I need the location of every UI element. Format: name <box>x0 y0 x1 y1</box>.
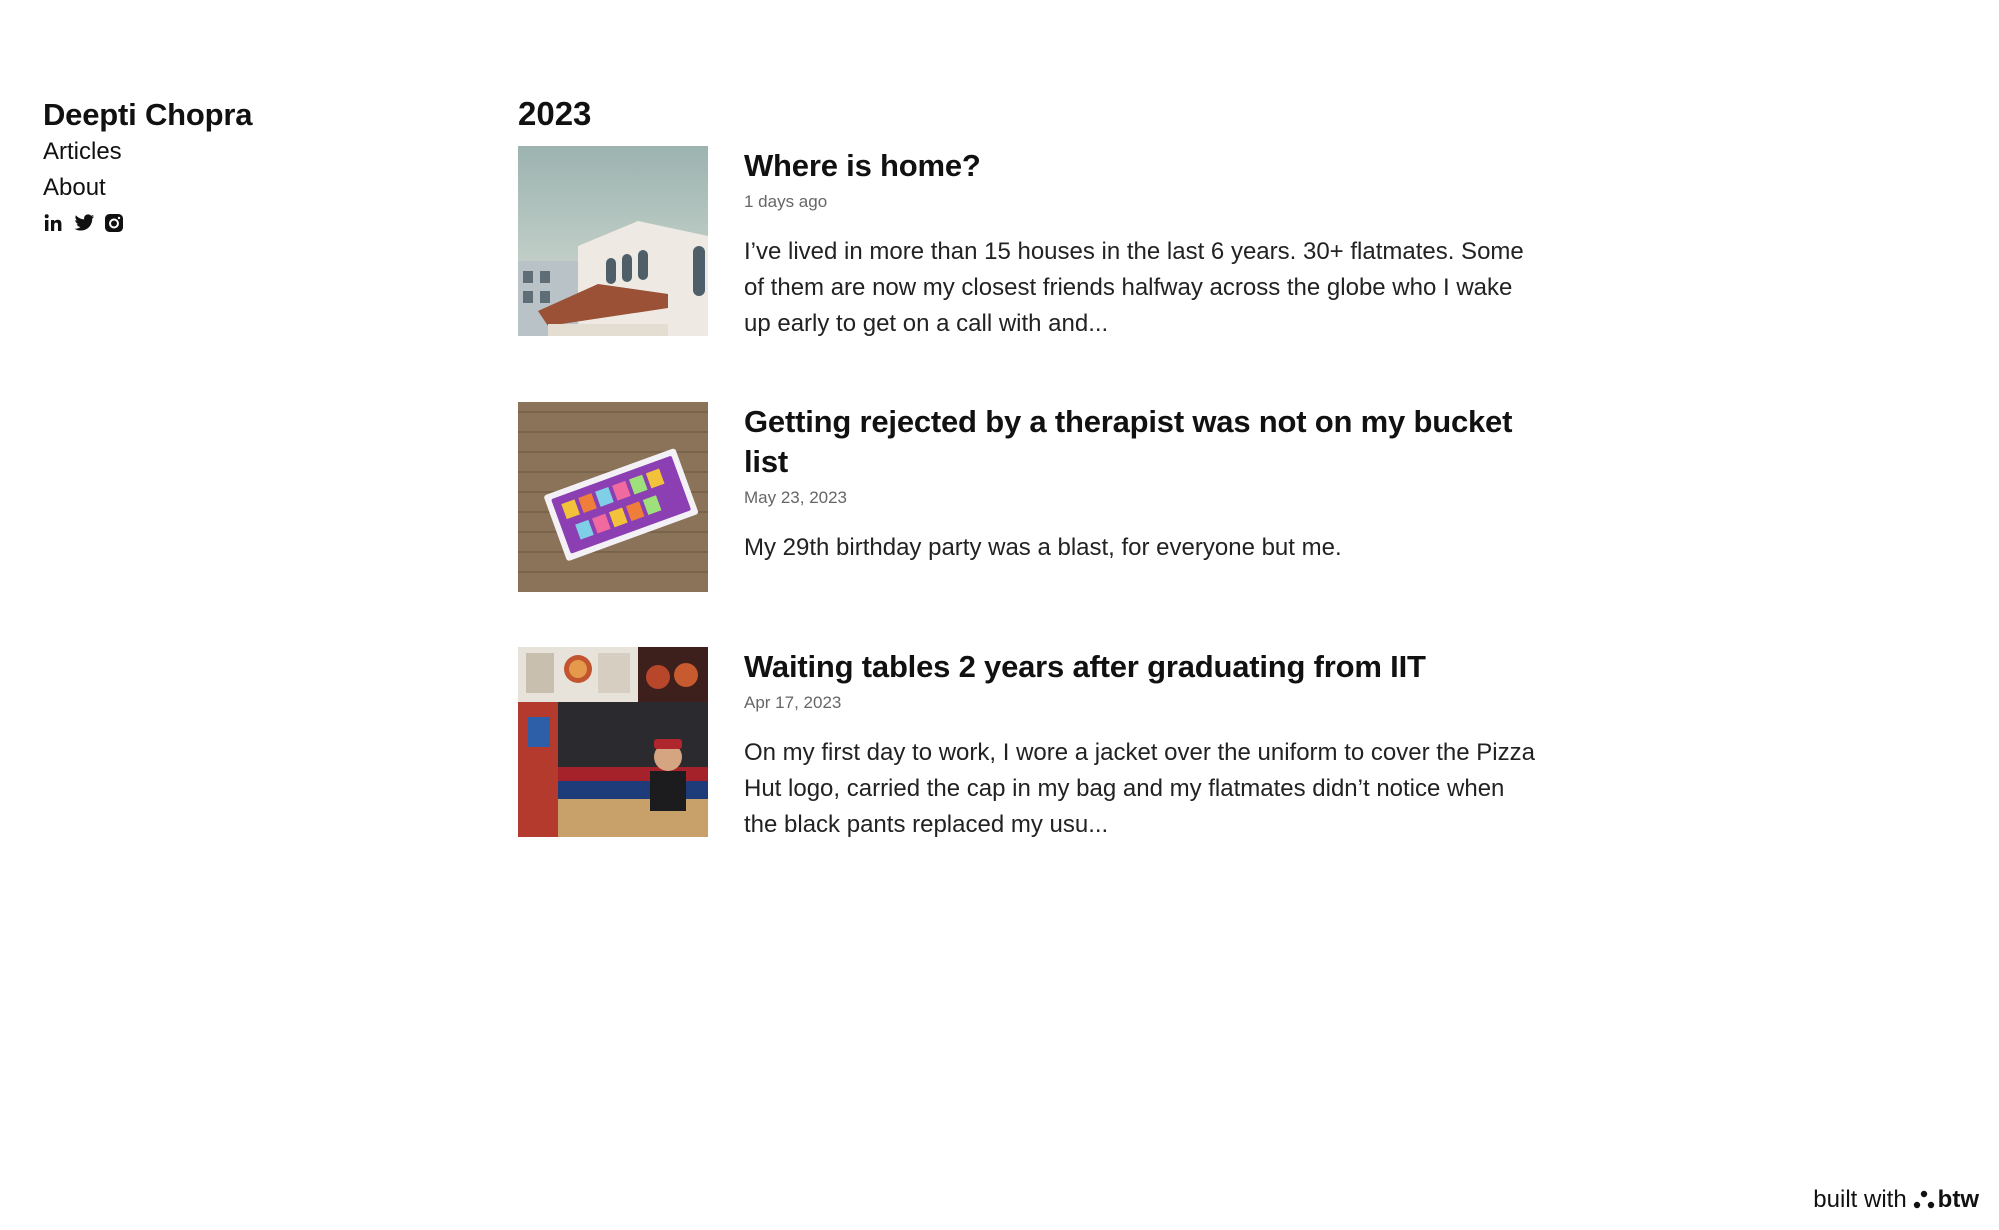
built-with-label: built with <box>1813 1186 1907 1213</box>
article-excerpt: My 29th birthday party was a blast, for everyone but me. <box>744 534 1342 561</box>
article-date: Apr 17, 2023 <box>744 693 842 712</box>
main-content <box>518 92 1538 843</box>
article-card[interactable] <box>518 647 1538 843</box>
article-title[interactable]: Where is home? <box>744 148 981 183</box>
footer-badge[interactable] <box>1813 1186 1979 1214</box>
site-name[interactable]: Deepti Chopra <box>43 97 253 132</box>
article-thumbnail[interactable] <box>518 647 708 837</box>
article-body <box>744 146 1538 342</box>
social-links <box>43 212 363 234</box>
article-body <box>744 647 1538 843</box>
article-date: 1 days ago <box>744 192 828 211</box>
twitter-icon[interactable] <box>73 212 95 234</box>
btw-dots-icon <box>1913 1190 1935 1210</box>
year-heading: 2023 <box>518 95 592 132</box>
article-thumbnail[interactable] <box>518 402 708 592</box>
linkedin-icon[interactable] <box>43 212 65 234</box>
article-thumbnail[interactable] <box>518 146 708 336</box>
article-card[interactable] <box>518 146 1538 342</box>
article-title[interactable]: Getting rejected by a therapist was not on my bucket list <box>744 404 1513 479</box>
btw-logo[interactable] <box>1913 1186 1979 1214</box>
article-excerpt: On my first day to work, I wore a jacket over the uniform to cover the Pizza Hut logo, carried the cap in my bag and my flatmates didn’t notice when the black pants replaced my usu... <box>744 739 1535 838</box>
article-card[interactable] <box>518 402 1538 592</box>
instagram-icon[interactable] <box>103 212 125 234</box>
article-body <box>744 402 1538 592</box>
article-date: May 23, 2023 <box>744 488 848 507</box>
article-title[interactable]: Waiting tables 2 years after graduating from IIT <box>744 649 1426 684</box>
nav-about-link[interactable]: About <box>43 174 106 201</box>
article-excerpt: I’ve lived in more than 15 houses in the last 6 years. 30+ flatmates. Some of them are now my closest friends halfway across the globe who I wake up early to get on a call with and... <box>744 238 1524 337</box>
nav-articles-link[interactable]: Articles <box>43 138 122 165</box>
btw-brand: btw <box>1937 1186 1979 1213</box>
sidebar <box>43 96 363 234</box>
